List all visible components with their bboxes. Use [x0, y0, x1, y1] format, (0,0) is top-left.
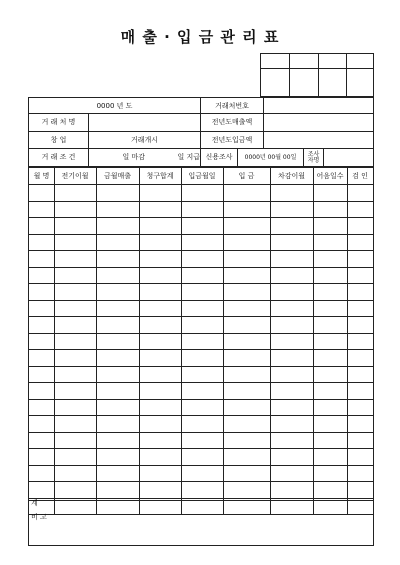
client-name-label: 거 래 처 명 [41, 118, 76, 126]
info-block [28, 97, 374, 167]
table-row [29, 432, 373, 433]
column-divider [313, 168, 314, 514]
table-row [29, 498, 373, 499]
remarks-divider [29, 514, 373, 515]
column-header: 금월매출 [103, 171, 132, 180]
investigator-label: 조사 자명 [307, 150, 320, 164]
close-day-label: 일 마감 [122, 153, 145, 161]
table-row [29, 201, 373, 202]
ledger-table [28, 167, 374, 546]
column-divider [223, 168, 224, 514]
column-divider [181, 168, 182, 514]
page-title: 매 출 · 입 금 관 리 표 [120, 28, 280, 46]
column-header: 입 금 [238, 171, 255, 180]
table-row [29, 250, 373, 251]
column-divider [54, 168, 55, 514]
table-row [29, 283, 373, 284]
table-row [29, 481, 373, 482]
table-row [29, 366, 373, 367]
table-row [29, 217, 373, 218]
total-row-divider [29, 500, 373, 501]
table-row [29, 333, 373, 334]
column-divider [347, 168, 348, 514]
column-header: 차감이월 [277, 171, 306, 180]
column-header: 월 명 [33, 171, 50, 180]
client-number-label: 거래처번호 [215, 101, 249, 110]
column-header: 검 인 [352, 171, 368, 180]
credit-date-field[interactable]: 0000년 00월 00일 [244, 153, 297, 161]
table-row [29, 448, 373, 449]
founded-label: 창 업 [50, 135, 67, 144]
column-divider [139, 168, 140, 514]
table-row [29, 316, 373, 317]
year-field[interactable]: 0000 년 도 [96, 101, 133, 110]
table-row [29, 399, 373, 400]
table-row [29, 234, 373, 235]
remarks-label: 비 고 [31, 512, 47, 521]
column-divider [270, 168, 271, 514]
credit-check-label: 신용조사 [205, 153, 233, 161]
terms-label: 거 래 조 건 [41, 153, 76, 161]
total-row-label: 계 [31, 498, 38, 507]
column-header: 입금월일 [188, 171, 216, 180]
table-row [29, 382, 373, 383]
prev-deposit-label: 전년도입금액 [211, 135, 253, 144]
column-header: 청구합계 [146, 171, 174, 180]
prev-sales-label: 전년도매출액 [211, 118, 253, 126]
pay-day-label: 일 지급 [177, 153, 200, 161]
column-header: 전기이월 [61, 171, 89, 180]
trade-start-label: 거래개시 [130, 135, 159, 144]
table-row [29, 184, 373, 185]
table-row [29, 349, 373, 350]
table-row [29, 465, 373, 466]
approval-box [260, 53, 374, 97]
table-row [29, 415, 373, 416]
column-divider [96, 168, 97, 514]
column-header: 어음일수 [316, 171, 344, 180]
table-row [29, 267, 373, 268]
table-row [29, 300, 373, 301]
